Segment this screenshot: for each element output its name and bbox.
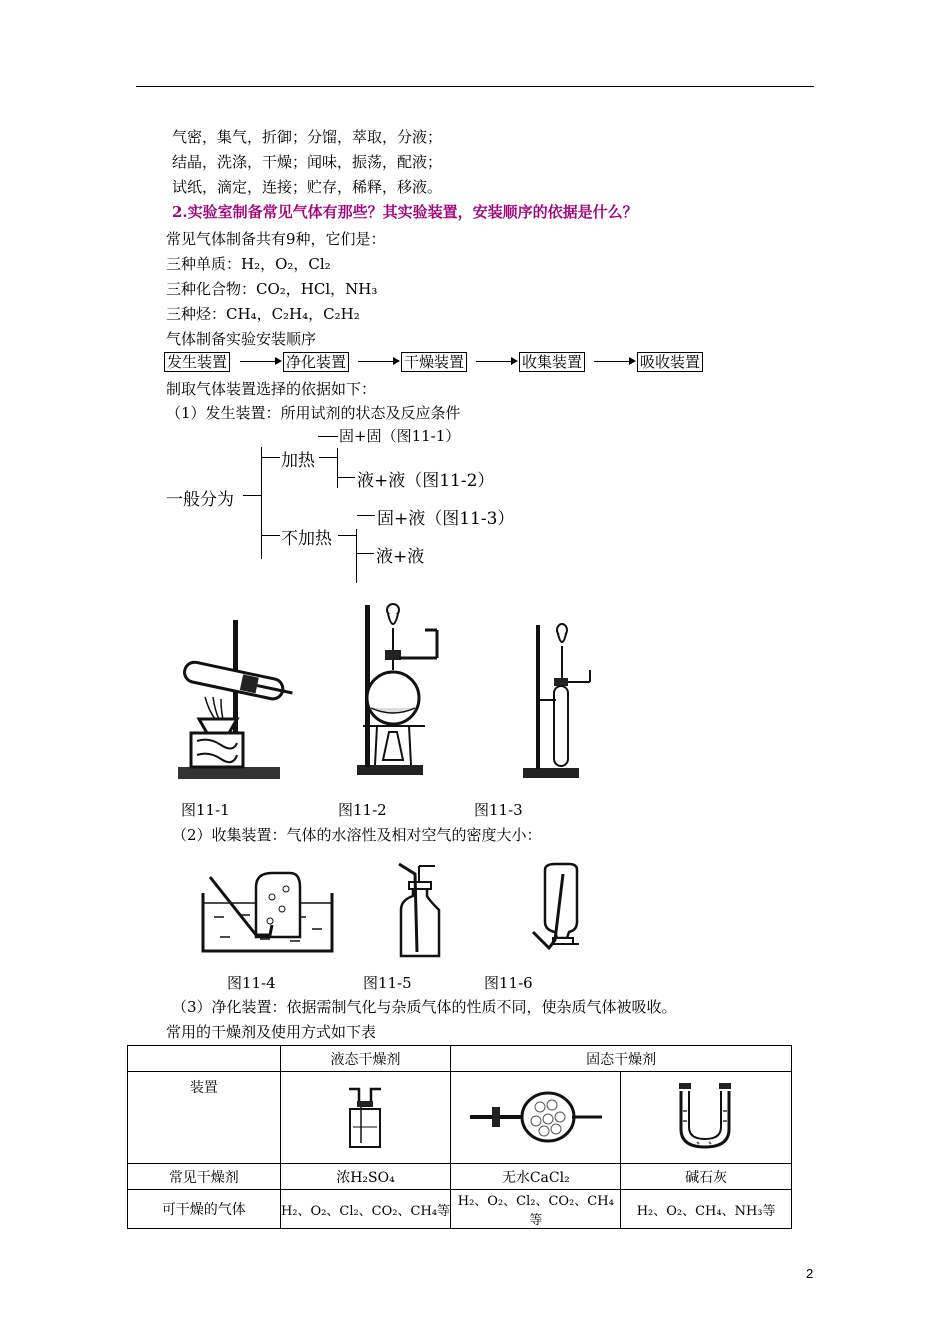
- generation-title: （1）发生装置：所用试剂的状态及反应条件: [166, 404, 461, 422]
- elements-text: 三种单质：H₂，O₂，Cl₂: [166, 255, 331, 273]
- figure-caption-11-6: 图11-6: [484, 974, 533, 992]
- flow-connector: [358, 361, 394, 362]
- figure-caption-11-3: 图11-3: [474, 801, 523, 819]
- tree-dash: [338, 535, 356, 536]
- tree-root: 一般分为: [166, 490, 234, 510]
- agent-cacl2: 无水CaCl₂: [451, 1164, 621, 1190]
- tree-bracket: [356, 529, 357, 583]
- apparatus-figure-11-6: [525, 860, 585, 955]
- apparatus-figure-11-4: [200, 865, 335, 955]
- text-line-3: 试纸，滴定，连接；贮存，稀释，移液。: [172, 178, 443, 196]
- order-title: 气体制备实验安装顺序: [166, 330, 317, 348]
- text-line-2: 结晶，洗涤，干燥；闻味，振荡，配液；: [172, 153, 443, 171]
- purification-title: （3）净化装置：依据需制气化与杂质气体的性质不同，使杂质气体被吸收。: [172, 998, 677, 1016]
- agent-liquid: 浓H₂SO₄: [280, 1164, 451, 1190]
- device-cell-liquid: [280, 1072, 451, 1164]
- tree-dash: [319, 457, 337, 458]
- gases-soda-lime: H₂、O₂、CH₄、NH₃等: [621, 1190, 792, 1229]
- tree-leaf-2: 液+液（图11-2）: [357, 471, 495, 491]
- flow-step-4: 收集装置: [519, 352, 585, 372]
- tree-dash: [356, 553, 374, 554]
- page-number: 2: [806, 1266, 814, 1281]
- device-cell-utube: [621, 1072, 792, 1164]
- flow-step-1: 发生装置: [164, 352, 230, 372]
- tree-dash: [357, 515, 375, 516]
- flow-step-3: 干燥装置: [401, 352, 467, 372]
- tree-leaf-3: 固+液（图11-3）: [377, 509, 515, 529]
- row-label-gas: 可干燥的气体: [128, 1190, 281, 1229]
- flow-arrow: [275, 357, 282, 365]
- tree-bracket: [261, 447, 262, 559]
- table-header-row: [128, 1046, 792, 1072]
- text-line-1: 气密，集气，折御；分馏，萃取，分液；: [172, 128, 443, 146]
- figure-caption-11-4: 图11-4: [227, 974, 276, 992]
- basis-text: 制取气体装置选择的依据如下：: [166, 380, 377, 398]
- row-label-agent: 常见干燥剂: [128, 1164, 281, 1190]
- tree-dash: [318, 436, 338, 437]
- drying-tube-icon: [466, 1083, 606, 1149]
- flow-step-2: 净化装置: [283, 352, 349, 372]
- apparatus-figure-11-3: [520, 620, 600, 780]
- tree-dash: [262, 535, 280, 536]
- tree-dash: [337, 477, 355, 478]
- table-row-gas: [128, 1190, 792, 1229]
- header-liquid: 液态干燥剂: [280, 1046, 451, 1072]
- flow-arrow: [629, 357, 636, 365]
- hydrocarbons-text: 三种烃：CH₄，C₂H₄，C₂H₂: [166, 305, 360, 323]
- agent-soda-lime: 碱石灰: [621, 1164, 792, 1190]
- device-cell-tube: [451, 1072, 621, 1164]
- table-title: 常用的干燥剂及使用方式如下表: [166, 1023, 377, 1041]
- u-tube-icon: [671, 1081, 741, 1151]
- tree-leaf-4: 液+液: [376, 547, 425, 567]
- figure-caption-11-1: 图11-1: [181, 801, 230, 819]
- flow-step-5: 吸收装置: [637, 352, 703, 372]
- figure-caption-11-2: 图11-2: [338, 801, 387, 819]
- apparatus-figure-11-2: [355, 600, 445, 780]
- gases-liquid: H₂、O₂、Cl₂、CO₂、CH₄等: [280, 1190, 451, 1229]
- apparatus-figure-11-1: [175, 615, 295, 785]
- tree-noheat: 不加热: [281, 529, 332, 549]
- intro-text: 常见气体制备共有9种，它们是：: [166, 230, 386, 248]
- flow-arrow: [511, 357, 518, 365]
- flow-connector: [594, 361, 630, 362]
- table-cell-empty: [128, 1046, 281, 1072]
- header-rule: [136, 86, 814, 87]
- tree-leaf-1: 固+固（图11-1）: [339, 427, 461, 445]
- flow-connector: [240, 361, 276, 362]
- table-row-device: [128, 1072, 792, 1164]
- compounds-text: 三种化合物：CO₂，HCl，NH₃: [166, 280, 378, 298]
- tree-dash: [262, 457, 280, 458]
- table-row-agent: [128, 1164, 792, 1190]
- tree-dash: [243, 495, 261, 496]
- gases-cacl2: H₂、O₂、Cl₂、CO₂、CH₄等: [451, 1190, 621, 1229]
- flow-connector: [476, 361, 512, 362]
- flow-arrow: [393, 357, 400, 365]
- collection-title: （2）收集装置：气体的水溶性及相对空气的密度大小：: [172, 826, 542, 844]
- row-label-device: 装置: [128, 1072, 281, 1164]
- gas-washing-bottle-icon: [345, 1083, 385, 1149]
- desiccant-table: [127, 1045, 792, 1229]
- section-heading: 2.实验室制备常见气体有那些？其实验装置，安装顺序的依据是什么？: [172, 203, 638, 221]
- figure-caption-11-5: 图11-5: [363, 974, 412, 992]
- header-solid: 固态干燥剂: [451, 1046, 792, 1072]
- apparatus-figure-11-5: [395, 860, 445, 960]
- tree-heat: 加热: [281, 451, 315, 471]
- tree-bracket: [337, 448, 338, 488]
